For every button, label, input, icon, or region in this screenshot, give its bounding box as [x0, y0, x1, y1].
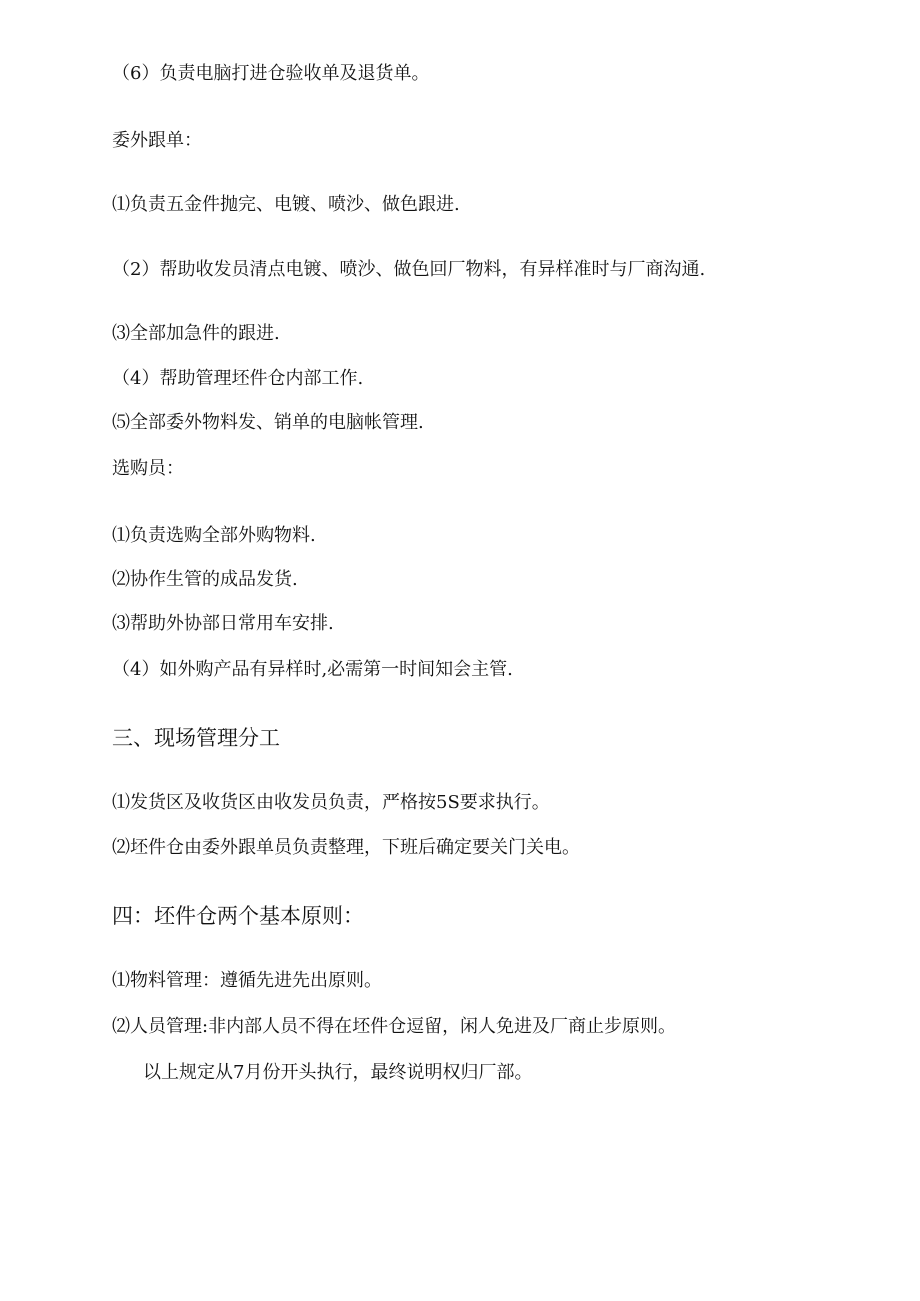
- outsourcing-item-1: ⑴负责五金件抛完、电镀、喷沙、做色跟进.: [112, 194, 460, 215]
- duty-line-6: （6）负责电脑打进仓验收单及退货单。: [112, 63, 430, 84]
- closing-statement: 以上规定从7月份开头执行，最终说明权归厂部。: [143, 1062, 533, 1083]
- outsourcing-item-5: ⑸全部委外物料发、销单的电脑帐管理.: [112, 412, 424, 433]
- purchasing-item-4: （4）如外购产品有异样时,必需第一时间知会主管.: [112, 659, 513, 680]
- purchasing-item-2: ⑵协作生管的成品发货.: [112, 569, 298, 590]
- purchasing-item-3: ⑶帮助外协部日常用车安排.: [112, 613, 334, 634]
- purchasing-item-1: ⑴负责选购全部外购物料.: [112, 525, 316, 546]
- site-management-item-1: ⑴发货区及收货区由收发员负责，严格按5S要求执行。: [112, 792, 550, 813]
- principle-item-1: ⑴物料管理：遵循先进先出原则。: [112, 970, 382, 991]
- section-purchasing-heading: 选购员：: [112, 458, 184, 479]
- principle-item-2: ⑵人员管理:非内部人员不得在坯件仓逗留，闲人免进及厂商止步原则。: [112, 1016, 677, 1037]
- section-4-heading: 四：坯件仓两个基本原则：: [112, 904, 364, 928]
- outsourcing-item-4: （4）帮助管理坯件仓内部工作.: [112, 368, 364, 389]
- outsourcing-item-2: （2）帮助收发员清点电镀、喷沙、做色回厂物料，有异样准时与厂商沟通.: [112, 259, 706, 280]
- site-management-item-2: ⑵坯件仓由委外跟单员负责整理，下班后确定要关门关电。: [112, 837, 580, 858]
- section-outsourcing-heading: 委外跟单：: [112, 130, 202, 151]
- outsourcing-item-3: ⑶全部加急件的跟进.: [112, 323, 280, 344]
- section-3-heading: 三、现场管理分工: [112, 726, 280, 750]
